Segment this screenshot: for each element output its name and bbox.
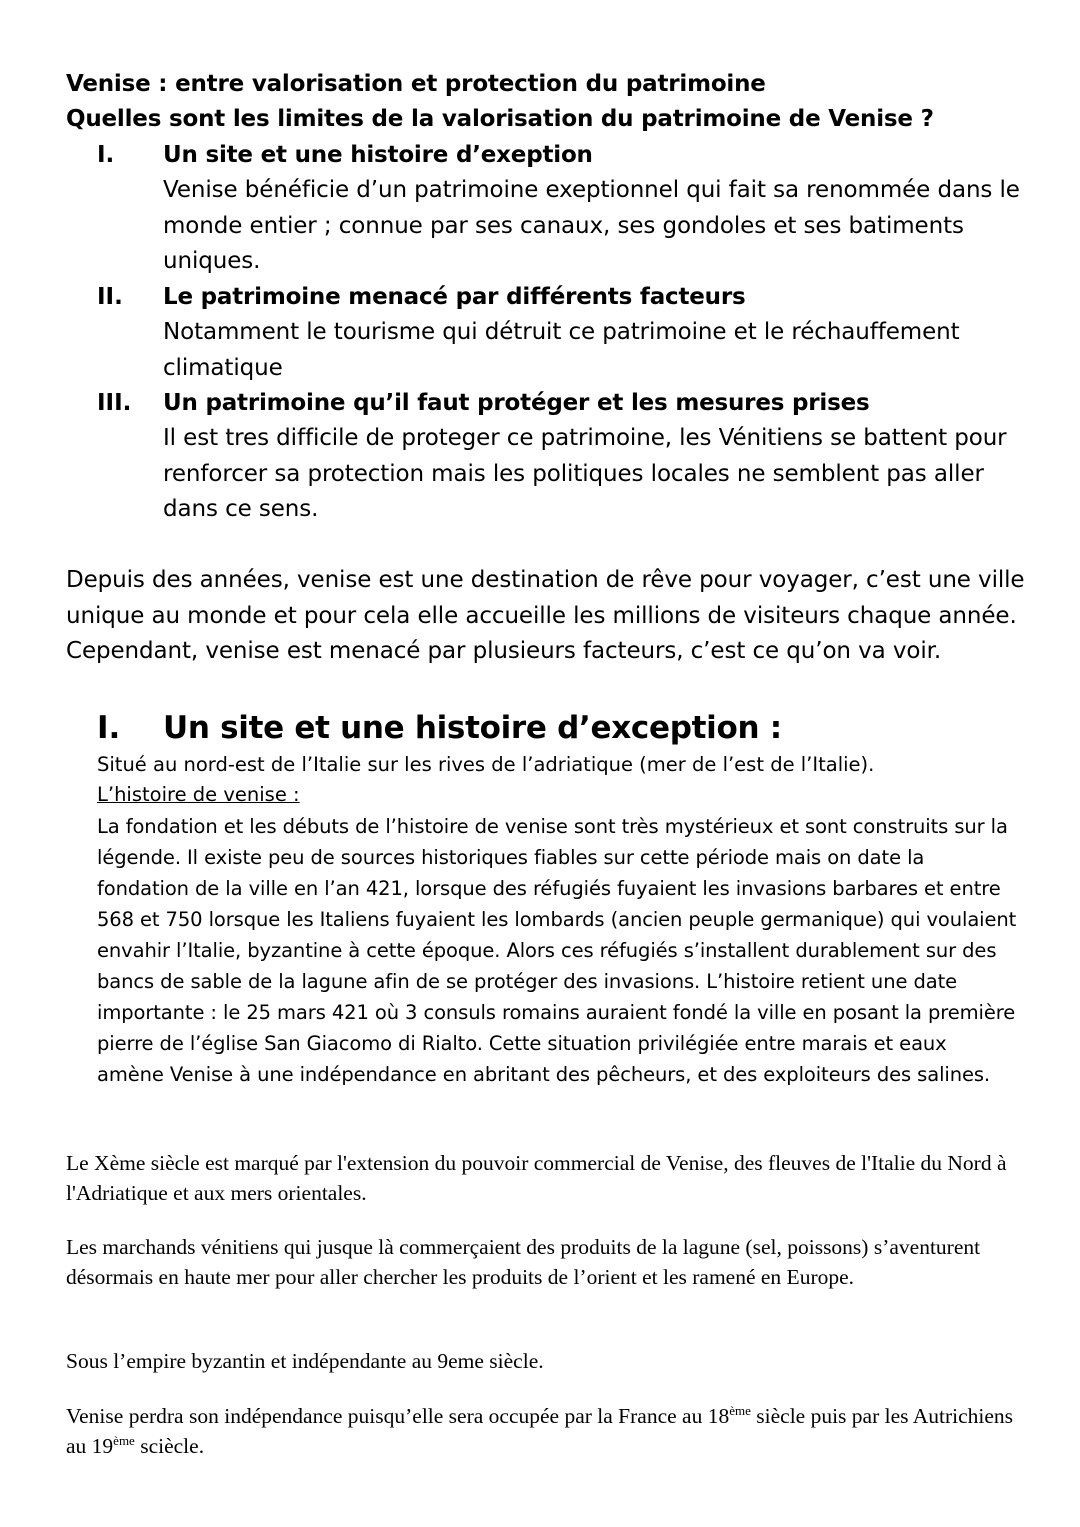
superscript-eme: ème bbox=[729, 1402, 751, 1418]
independence-text-2: siècle puis par les Autrichiens au 19 bbox=[66, 1404, 1014, 1458]
plan-number: II. bbox=[97, 284, 123, 310]
plan-heading: Un patrimoine qu’il faut protéger et les mesures prises bbox=[163, 390, 870, 416]
location-line: Situé au nord-est de l’Italie sur les rives de l’adriatique (mer de l’est de l’Italie). bbox=[97, 753, 875, 776]
section-title: Un site et une histoire d’exception : bbox=[163, 710, 782, 746]
paragraph-merchants: Les marchands vénitiens qui jusque là commerçaient des produits de la lagune (sel, poissons) s’aventurent désormais en haute mer pour aller chercher les produits de l’orient et les ramené en Europe. bbox=[66, 1235, 981, 1289]
superscript-eme: ème bbox=[113, 1432, 135, 1448]
document-title: Venise : entre valorisation et protection du patrimoine bbox=[66, 71, 766, 97]
plan-number: I. bbox=[97, 142, 115, 168]
plan-text: Notamment le tourisme qui détruit ce patrimoine et le réchauffement climatique bbox=[163, 319, 960, 381]
paragraph-byzantine: Sous l’empire byzantin et indépendante au 9eme siècle. bbox=[66, 1349, 544, 1373]
history-label: L’histoire de venise : bbox=[97, 783, 300, 806]
plan-text: Il est tres difficile de proteger ce patrimoine, les Vénitiens se battent pour renforcer sa protection mais les politiques locales ne semblent pas aller dans ce sens. bbox=[163, 425, 1007, 522]
section-number: I. bbox=[97, 710, 121, 746]
introduction-paragraph: Depuis des années, venise est une destination de rêve pour voyager, c’est une ville unique au monde et pour cela elle accueille les millions de visiteurs chaque année. Cependant, venise est menacé par plusieurs facteurs, c’est ce qu’on va voir. bbox=[66, 567, 1025, 664]
problem-question: Quelles sont les limites de la valorisation du patrimoine de Venise ? bbox=[66, 106, 934, 132]
plan-text: Venise bénéficie d’un patrimoine exeptionnel qui fait sa renommée dans le monde entier ; connue par ses canaux, ses gondoles et ses batiments uniques. bbox=[163, 177, 1020, 274]
independence-text-1: Venise perdra son indépendance puisqu’elle sera occupée par la France au 18 bbox=[66, 1404, 730, 1428]
paragraph-independence bbox=[66, 1401, 1026, 1461]
independence-text-3: sciècle. bbox=[134, 1434, 205, 1458]
plan-heading: Un site et une histoire d’exeption bbox=[163, 142, 593, 168]
history-paragraph: La fondation et les débuts de l’histoire de venise sont très mystérieux et sont construits sur la légende. Il existe peu de sources historiques fiables sur cette période mais on date la fondation de la ville en l’an 421, lorsque des réfugiés fuyaient les invasions barbares et entre 568 et 750 lorsque les Italiens fuyaient les lombards (ancien peuple germanique) qui voulaient envahir l’Italie, byzantine à cette époque. Alors ces réfugiés s’installent durablement sur des bancs de sable de la lagune afin de se protéger des invasions. L’histoire retient une date importante : le 25 mars 421 où 3 consuls romains auraient fondé la ville en posant la première pierre de l’église San Giacomo di Rialto. Cette situation privilégiée entre marais et eaux amène Venise à une indépendance en abritant des pêcheurs, et des exploiteurs des salines. bbox=[97, 815, 1017, 1086]
plan-heading: Le patrimoine menacé par différents facteurs bbox=[163, 284, 746, 310]
plan-number: III. bbox=[97, 390, 132, 416]
paragraph-commerce: Le Xème siècle est marqué par l'extension du pouvoir commercial de Venise, des fleuves de l'Italie du Nord à l'Adriatique et aux mers orientales. bbox=[66, 1151, 1007, 1205]
